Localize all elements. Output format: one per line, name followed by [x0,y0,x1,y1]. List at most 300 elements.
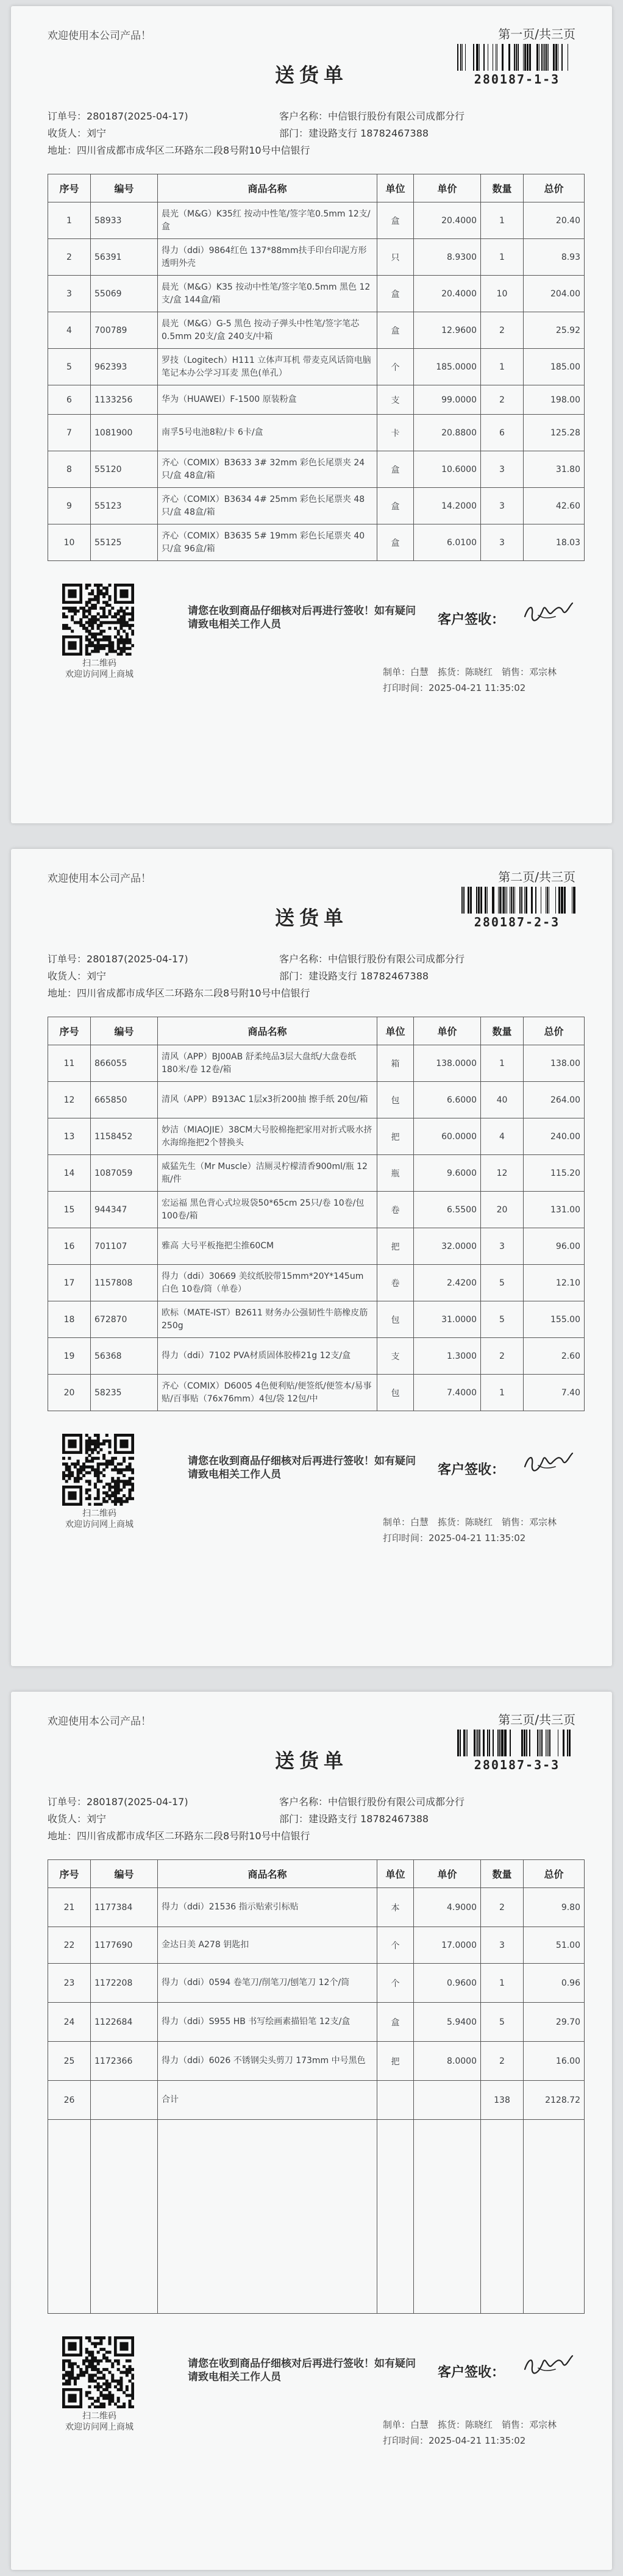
order-label: 订单号： [48,953,87,965]
item-qty: 1 [481,1045,524,1082]
item-name: 齐心（COMIX）B3634 4# 25mm 彩色长尾票夹 48只/盒 48盒/箱 [158,488,377,524]
row-no: 14 [48,1155,91,1192]
item-unit: 只 [377,239,414,276]
receiver-label: 收货人： [48,1813,87,1825]
customer-value: 中信银行股份有限公司成都分行 [328,110,465,122]
item-total: 138.00 [524,1045,585,1082]
table-row [48,1927,585,1964]
barcode-number: 280187-1-3 [474,72,560,87]
item-name: 齐心（COMIX）D6005 4色便利贴/便签纸/便签本/易事贴/百事贴（76x76mm）4包/袋 12包/中 [158,1375,377,1411]
department [279,968,429,982]
order-number [48,1794,188,1808]
department-label: 部门： [279,1813,309,1825]
table-row [48,1118,585,1155]
qr-caption [54,1508,145,1530]
item-price: 8.0000 [414,2042,481,2081]
order-value: 280187(2025-04-17) [87,953,188,965]
column-header: 编号 [91,1017,158,1045]
item-unit: 盒 [377,2003,414,2042]
item-qty: 12 [481,1155,524,1192]
column-header: 数量 [481,1860,524,1888]
row-no: 10 [48,524,91,561]
column-header: 商品名称 [158,1860,377,1888]
item-code: 665850 [91,1082,158,1118]
document-title: 送货单 [274,63,348,87]
item-name: 华为（HUAWEI）F-1500 原装粉盒 [158,385,377,415]
item-total: 7.40 [524,1375,585,1411]
qr-code-icon [62,2336,134,2408]
item-unit: 包 [377,1082,414,1118]
row-no: 26 [48,2081,91,2120]
table-row [48,1888,585,1927]
item-name: 雅高 大号平板拖把尘推60CM [158,1228,377,1265]
receiver-value: 刘宁 [87,970,107,982]
column-header: 数量 [481,174,524,202]
row-no: 3 [48,276,91,312]
item-qty: 1 [481,1375,524,1411]
receiver-label: 收货人： [48,970,87,982]
item-name: 得力（ddi）21536 指示贴索引标贴 [158,1888,377,1927]
item-name: 欧标（MATE-IST）B2611 财务办公强韧性牛筋橡皮筋 250g [158,1301,377,1338]
qr-caption-line2: 欢迎访问网上商城 [65,1520,134,1530]
item-unit: 把 [377,1228,414,1265]
item-total: 198.00 [524,385,585,415]
row-no: 8 [48,451,91,488]
column-header: 单价 [414,1860,481,1888]
notice-text: 请您在收到商品仔细核对后再进行签收！如有疑问请致电相关工作人员 [188,1455,416,1481]
item-unit: 个 [377,349,414,385]
column-header: 序号 [48,1860,91,1888]
row-no: 16 [48,1228,91,1265]
item-total: 0.96 [524,1964,585,2003]
welcome-text: 欢迎使用本公司产品！ [48,30,151,42]
delivery-note-page [11,849,612,1666]
item-price: 17.0000 [414,1927,481,1964]
item-unit: 盒 [377,451,414,488]
item-unit: 把 [377,2042,414,2081]
notice-text: 请您在收到商品仔细核对后再进行签收！如有疑问请致电相关工作人员 [188,605,416,631]
item-unit: 个 [377,1964,414,2003]
item-total: 2128.72 [524,2081,585,2120]
column-header: 编号 [91,174,158,202]
item-price: 9.6000 [414,1155,481,1192]
item-qty: 2 [481,1338,524,1375]
table-row [48,415,585,451]
item-total: 8.93 [524,239,585,276]
item-qty: 10 [481,276,524,312]
table-row [48,524,585,561]
item-code: 1172208 [91,1964,158,2003]
item-code: 1158452 [91,1118,158,1155]
qr-caption [54,2411,145,2433]
address-label: 地址： [48,1830,77,1842]
item-qty: 138 [481,2081,524,2120]
item-price: 99.0000 [414,385,481,415]
column-header: 商品名称 [158,174,377,202]
row-no: 20 [48,1375,91,1411]
item-code [91,2081,158,2120]
item-unit: 盒 [377,524,414,561]
table-row [48,1964,585,2003]
item-name: 齐心（COMIX）B3633 3# 32mm 彩色长尾票夹 24只/盒 48盒/箱 [158,451,377,488]
table-row [48,1082,585,1118]
row-no: 13 [48,1118,91,1155]
item-total: 125.28 [524,415,585,451]
address-value: 四川省成都市成华区二环路东二段8号附10号中信银行 [77,145,310,156]
item-code: 1122684 [91,2003,158,2042]
item-code: 962393 [91,349,158,385]
item-price: 32.0000 [414,1228,481,1265]
item-code: 1157808 [91,1265,158,1301]
item-total: 9.80 [524,1888,585,1927]
document-title: 送货单 [274,906,348,929]
item-code: 55125 [91,524,158,561]
table-row [48,1192,585,1228]
item-code: 1087059 [91,1155,158,1192]
order-number [48,951,188,965]
order-label: 订单号： [48,1796,87,1808]
barcode-number: 280187-2-3 [474,915,560,929]
table-row [48,239,585,276]
table-row [48,1338,585,1375]
item-total: 2.60 [524,1338,585,1375]
address-value: 四川省成都市成华区二环路东二段8号附10号中信银行 [77,987,310,999]
item-total: 29.70 [524,2003,585,2042]
item-unit: 盒 [377,488,414,524]
column-header: 序号 [48,1017,91,1045]
signature-icon [520,1448,575,1479]
receiver [48,126,106,140]
table-row [48,1045,585,1082]
qr-caption-line1: 扫二维码 [82,659,116,668]
department-value: 建设路支行 18782467388 [308,970,429,982]
row-no: 7 [48,415,91,451]
item-price: 2.4200 [414,1265,481,1301]
item-price: 20.4000 [414,202,481,239]
item-unit: 卡 [377,415,414,451]
item-price: 5.9400 [414,2003,481,2042]
table-header [48,174,585,202]
print-time: 打印时间：2025-04-21 11:35:02 [383,1533,526,1544]
column-header: 总价 [524,174,585,202]
welcome-text: 欢迎使用本公司产品！ [48,1716,151,1728]
page-number: 第一页/共三页 [498,27,575,41]
table-row [48,2042,585,2081]
item-qty: 2 [481,312,524,349]
order-number [48,109,188,123]
table-row [48,451,585,488]
item-name: 金达日美 A278 钥匙扣 [158,1927,377,1964]
item-qty: 3 [481,451,524,488]
item-qty: 3 [481,1228,524,1265]
qr-caption-line1: 扫二维码 [82,1509,116,1519]
item-unit [377,2081,414,2120]
item-code: 55120 [91,451,158,488]
row-no: 2 [48,239,91,276]
qr-caption-line1: 扫二维码 [82,2411,116,2421]
item-total: 16.00 [524,2042,585,2081]
item-unit: 盒 [377,202,414,239]
item-qty: 2 [481,385,524,415]
item-total: 42.60 [524,488,585,524]
item-qty: 20 [481,1192,524,1228]
item-unit: 包 [377,1375,414,1411]
item-code: 58235 [91,1375,158,1411]
item-unit: 箱 [377,1045,414,1082]
items-table [48,174,585,561]
receiver [48,968,106,982]
item-qty: 3 [481,1927,524,1964]
table-row [48,1265,585,1301]
item-total: 51.00 [524,1927,585,1964]
item-name: 妙洁（MIAOJIE）38CM大号胶棉拖把家用对折式吸水挤水海绵拖把2个替换头 [158,1118,377,1155]
department-label: 部门： [279,970,309,982]
item-total: 115.20 [524,1155,585,1192]
notice-text: 请您在收到商品仔细核对后再进行签收！如有疑问请致电相关工作人员 [188,2358,416,2383]
qr-code-icon [62,1434,134,1506]
qr-caption-line2: 欢迎访问网上商城 [65,670,134,679]
customer-name [279,951,465,965]
page-number: 第二页/共三页 [498,870,575,884]
item-unit: 本 [377,1888,414,1927]
table-header [48,1017,585,1045]
item-code: 56391 [91,239,158,276]
empty-row [48,2120,585,2314]
row-no: 15 [48,1192,91,1228]
item-name: 南孚5号电池8粒/卡 6卡/盒 [158,415,377,451]
item-price: 10.6000 [414,451,481,488]
item-total: 240.00 [524,1118,585,1155]
column-header: 单价 [414,174,481,202]
item-code: 1177690 [91,1927,158,1964]
customer-label: 客户名称： [279,110,329,122]
item-qty: 1 [481,239,524,276]
print-time: 打印时间：2025-04-21 11:35:02 [383,2435,526,2446]
item-total: 264.00 [524,1082,585,1118]
item-name: 晨光（M&G）K35红 按动中性笔/签字笔0.5mm 12支/盒 [158,202,377,239]
row-no: 18 [48,1301,91,1338]
row-no: 19 [48,1338,91,1375]
item-qty: 2 [481,2042,524,2081]
item-name: 晨光（M&G）K35 按动中性笔/签字笔0.5mm 黑色 12支/盒 144盒/箱 [158,276,377,312]
item-total: 25.92 [524,312,585,349]
customer-label: 客户名称： [279,1796,329,1808]
table-row [48,1375,585,1411]
item-name: 得力（ddi）0594 卷笔刀/削笔刀/刨笔刀 12个/筒 [158,1964,377,2003]
address-label: 地址： [48,145,77,156]
table-row [48,385,585,415]
item-price: 6.6000 [414,1082,481,1118]
column-header: 总价 [524,1017,585,1045]
item-name: 清风（APP）B913AC 1层x3折200抽 擦手纸 20包/箱 [158,1082,377,1118]
delivery-note-page [11,6,612,823]
item-name: 罗技（Logitech）H111 立体声耳机 带麦克风话筒电脑笔记本办公学习耳麦 黑色(单孔） [158,349,377,385]
row-no: 25 [48,2042,91,2081]
row-no: 4 [48,312,91,349]
item-name: 得力（ddi）9864红色 137*88mm扶手印台印泥方形透明外壳 [158,239,377,276]
table-row [48,312,585,349]
item-qty: 1 [481,202,524,239]
column-header: 商品名称 [158,1017,377,1045]
receiver-value: 刘宁 [87,127,107,139]
signature-icon [520,598,575,629]
item-unit: 卷 [377,1265,414,1301]
item-name: 晨光（M&G）G-5 黑色 按动子弹头中性笔/签字笔芯0.5mm 20支/盒 240支/中箱 [158,312,377,349]
item-code: 56368 [91,1338,158,1375]
item-total: 18.03 [524,524,585,561]
address [48,1828,310,1842]
item-price: 6.0100 [414,524,481,561]
customer-name [279,1794,465,1808]
item-unit: 瓶 [377,1155,414,1192]
item-total: 31.80 [524,451,585,488]
item-price: 4.9000 [414,1888,481,1927]
table-row [48,202,585,239]
item-code: 1177384 [91,1888,158,1927]
item-total: 204.00 [524,276,585,312]
item-price: 0.9600 [414,1964,481,2003]
item-name: 得力（ddi）6026 不锈钢尖头剪刀 173mm 中号黑色 [158,2042,377,2081]
item-name: 得力（ddi）S955 HB 书写绘画素描铅笔 12支/盒 [158,2003,377,2042]
column-header: 序号 [48,174,91,202]
column-header: 总价 [524,1860,585,1888]
item-price: 60.0000 [414,1118,481,1155]
column-header: 数量 [481,1017,524,1045]
item-qty: 5 [481,2003,524,2042]
qr-caption [54,658,145,680]
item-qty: 5 [481,1265,524,1301]
print-time: 打印时间：2025-04-21 11:35:02 [383,682,526,693]
item-qty: 3 [481,524,524,561]
item-code: 1172366 [91,2042,158,2081]
item-price: 185.0000 [414,349,481,385]
item-price: 20.4000 [414,276,481,312]
item-name: 合计 [158,2081,377,2120]
item-code: 700789 [91,312,158,349]
customer-sign-label: 客户签收： [438,2365,505,2380]
item-price [414,2081,481,2120]
item-name: 得力（ddi）7102 PVA材质固体胶棒21g 12支/盒 [158,1338,377,1375]
customer-sign-label: 客户签收： [438,612,505,628]
table-row [48,349,585,385]
item-price: 6.5500 [414,1192,481,1228]
customer-sign-label: 客户签收： [438,1462,505,1478]
item-unit: 盒 [377,276,414,312]
order-label: 订单号： [48,110,87,122]
receiver [48,1811,106,1825]
qr-code-icon [62,584,134,656]
row-no: 9 [48,488,91,524]
item-unit: 个 [377,1927,414,1964]
item-qty: 2 [481,1888,524,1927]
table-row [48,488,585,524]
item-code: 672870 [91,1301,158,1338]
address-label: 地址： [48,987,77,999]
welcome-text: 欢迎使用本公司产品！ [48,873,151,885]
row-no: 22 [48,1927,91,1964]
item-name: 威猛先生（Mr Muscle）洁厕灵柠檬清香900ml/瓶 12瓶/件 [158,1155,377,1192]
receiver-label: 收货人： [48,127,87,139]
table-row [48,1228,585,1265]
document-title: 送货单 [274,1749,348,1772]
column-header: 编号 [91,1860,158,1888]
customer-value: 中信银行股份有限公司成都分行 [328,953,465,965]
qr-caption-line2: 欢迎访问网上商城 [65,2422,134,2432]
item-code: 58933 [91,202,158,239]
table-row [48,1155,585,1192]
department [279,126,429,140]
item-qty: 6 [481,415,524,451]
item-price: 8.9300 [414,239,481,276]
row-no: 6 [48,385,91,415]
item-price: 14.2000 [414,488,481,524]
items-table [48,1859,585,2314]
item-unit: 把 [377,1118,414,1155]
item-unit: 卷 [377,1192,414,1228]
items-table [48,1017,585,1411]
item-name: 齐心（COMIX）B3635 5# 19mm 彩色长尾票夹 40只/盒 96盒/箱 [158,524,377,561]
row-no: 11 [48,1045,91,1082]
item-qty: 1 [481,349,524,385]
row-no: 21 [48,1888,91,1927]
item-qty: 3 [481,488,524,524]
total-row [48,2081,585,2120]
department [279,1811,429,1825]
item-price: 20.8800 [414,415,481,451]
row-no: 5 [48,349,91,385]
item-price: 1.3000 [414,1338,481,1375]
item-unit: 包 [377,1301,414,1338]
item-code: 701107 [91,1228,158,1265]
item-price: 31.0000 [414,1301,481,1338]
item-qty: 5 [481,1301,524,1338]
item-code: 1081900 [91,415,158,451]
item-total: 155.00 [524,1301,585,1338]
column-header: 单位 [377,1017,414,1045]
address [48,143,310,157]
receiver-value: 刘宁 [87,1813,107,1825]
item-price: 12.9600 [414,312,481,349]
item-qty: 4 [481,1118,524,1155]
row-no: 12 [48,1082,91,1118]
department-value: 建设路支行 18782467388 [308,1813,429,1825]
table-header [48,1860,585,1888]
item-code: 1133256 [91,385,158,415]
item-unit: 支 [377,385,414,415]
item-unit: 支 [377,1338,414,1375]
item-code: 944347 [91,1192,158,1228]
order-value: 280187(2025-04-17) [87,1796,188,1808]
page-number: 第三页/共三页 [498,1712,575,1727]
item-code: 866055 [91,1045,158,1082]
staff-info: 制单：白慧 拣货：陈晓红 销售：邓宗林 [383,1517,557,1528]
item-name: 宏运福 黑色背心式垃圾袋50*65cm 25只/卷 10卷/包 100卷/箱 [158,1192,377,1228]
barcode-number: 280187-3-3 [474,1758,560,1772]
address [48,986,310,1000]
item-unit: 盒 [377,312,414,349]
customer-name [279,109,465,123]
customer-label: 客户名称： [279,953,329,965]
delivery-note-page [11,1692,612,2570]
item-total: 131.00 [524,1192,585,1228]
item-total: 185.00 [524,349,585,385]
order-value: 280187(2025-04-17) [87,110,188,122]
item-name: 得力（ddi）30669 美纹纸胶带15mm*20Y*145um 白色 10卷/筒（单卷） [158,1265,377,1301]
column-header: 单位 [377,1860,414,1888]
row-no: 17 [48,1265,91,1301]
row-no: 23 [48,1964,91,2003]
row-no: 1 [48,202,91,239]
